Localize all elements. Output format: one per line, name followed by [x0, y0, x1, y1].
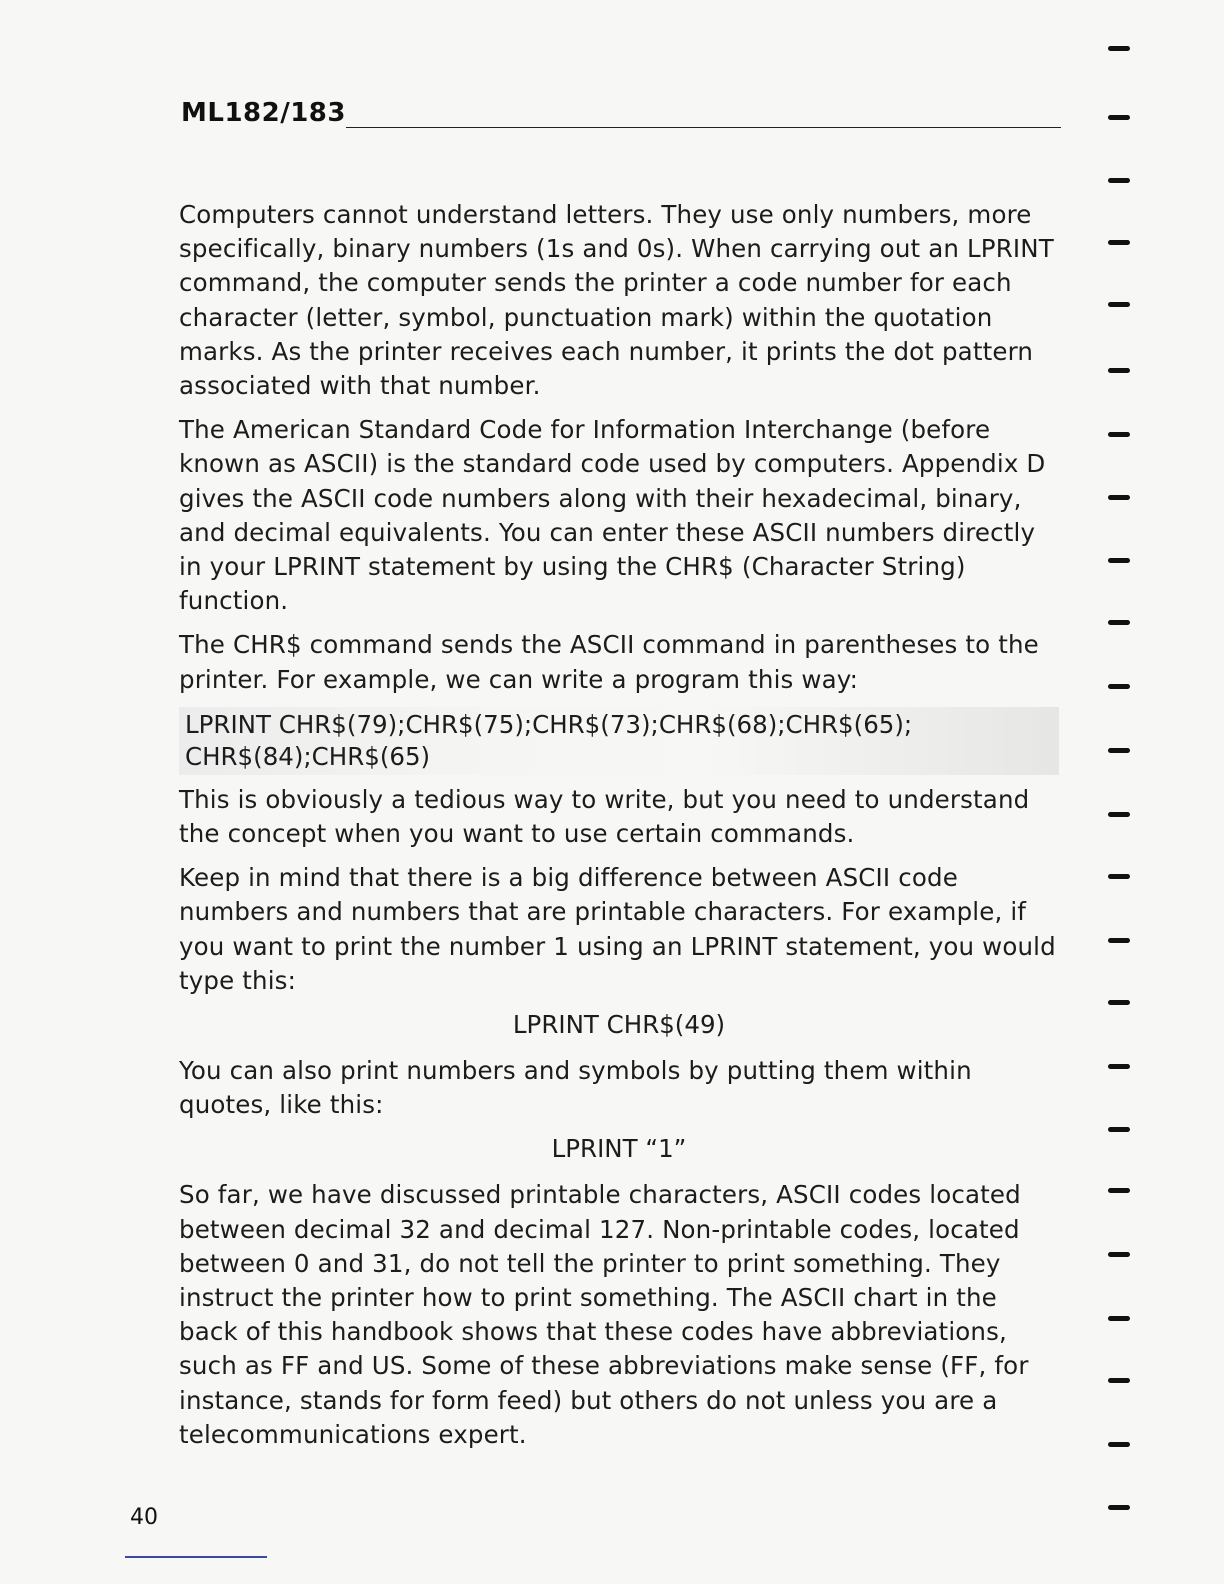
body-text [179, 198, 1059, 1462]
header-title: ML182/183 [181, 98, 346, 128]
binding-mark [1108, 178, 1130, 183]
binding-mark [1108, 620, 1130, 625]
paragraph-non-printable-codes: So far, we have discussed printable characters, ASCII codes located between decimal 32 and decimal 127. Non-printable codes, located between 0 and 31, do not tell the printer to print something. They instruct the printer how to print something. The ASCII chart in the back of this handbook shows that these codes have abbreviations, such as FF and US. Some of these abbreviations make sense (FF, for instance, stands for form feed) but others do not unless you are a telecommunications expert. [179, 1180, 1029, 1449]
paragraph-binary-numbers: Computers cannot understand letters. They use only numbers, more specifically, binary numbers (1s and 0s). When carrying out an LPRINT command, the computer sends the printer a code number for each character (letter, symbol, punctuation mark) within the quotation marks. As the printer receives each number, it prints the dot pattern associated with that number. [179, 200, 1054, 401]
paragraph-printable-characters: Keep in mind that there is a big difference between ASCII code numbers and numbers that are printable characters. For example, if you want to print the number 1 using an LPRINT statement, you would type this: [179, 863, 1056, 995]
binding-mark [1108, 748, 1130, 753]
binding-mark [1108, 1442, 1130, 1447]
binding-mark [1108, 558, 1130, 563]
binding-mark [1108, 1127, 1130, 1132]
binding-mark [1108, 1505, 1130, 1510]
paragraph-ascii-standard: The American Standard Code for Information Interchange (before known as ASCII) is the standard code used by computers. Appendix D gives the ASCII code numbers along with their hexadecimal, binary, and decimal equivalents. You can enter these ASCII numbers directly in your LPRINT statement by using the CHR$ (Character String) function. [179, 415, 1046, 616]
code-line-2: CHR$(84);CHR$(65) [185, 741, 431, 771]
binding-mark [1108, 684, 1130, 689]
paragraph-chr-command: The CHR$ command sends the ASCII command in parentheses to the printer. For example, we can write a program this way: [179, 630, 1039, 694]
binding-mark [1108, 432, 1130, 437]
binding-mark [1108, 240, 1130, 245]
page-number: 40 [130, 1505, 158, 1530]
binding-mark [1108, 938, 1130, 943]
binding-mark [1108, 1378, 1130, 1383]
header-rule [346, 127, 1061, 128]
binding-mark [1108, 874, 1130, 879]
binding-mark [1108, 1252, 1130, 1257]
binding-mark [1108, 46, 1130, 51]
code-example-chr-49: LPRINT CHR$(49) [512, 1010, 726, 1040]
code-example-chr-sequence [179, 707, 1059, 775]
binding-mark [1108, 812, 1130, 817]
paragraph-quotes: You can also print numbers and symbols by putting them within quotes, like this: [179, 1056, 972, 1120]
binding-mark [1108, 1000, 1130, 1005]
binding-mark [1108, 1188, 1130, 1193]
binding-mark [1108, 302, 1130, 307]
binding-mark [1108, 115, 1130, 120]
code-example-quoted-1: LPRINT “1” [551, 1134, 687, 1164]
code-line-1: LPRINT CHR$(79);CHR$(75);CHR$(73);CHR$(68);CHR$(65); [185, 709, 913, 739]
paragraph-tedious-way: This is obviously a tedious way to write, but you need to understand the concept when you want to use certain commands. [179, 784, 1030, 849]
page-header [181, 98, 1061, 138]
binding-mark [1108, 495, 1130, 500]
binding-marks [1098, 0, 1158, 1584]
binding-mark [1108, 1316, 1130, 1321]
binding-mark [1108, 368, 1130, 373]
footer-rule [125, 1556, 267, 1558]
binding-mark [1108, 1064, 1130, 1069]
